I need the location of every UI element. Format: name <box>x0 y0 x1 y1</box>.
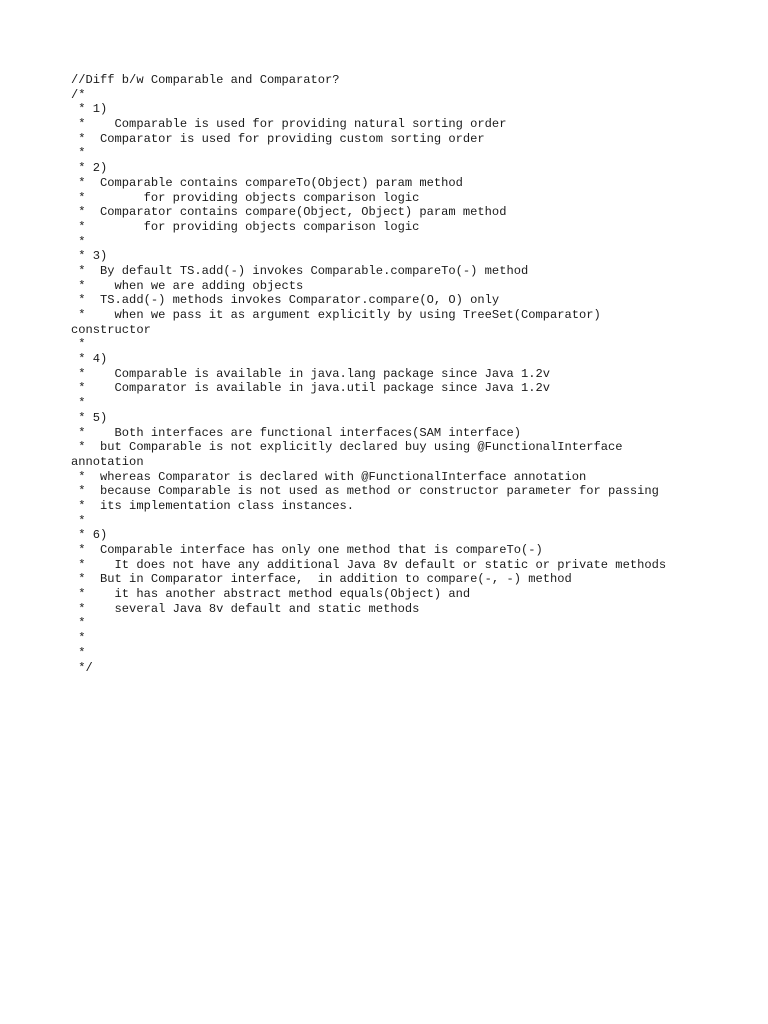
code-line: * when we pass it as argument explicitly by using TreeSet(Comparator) <box>71 308 601 322</box>
code-line: * Comparable is available in java.lang package since Java 1.2v <box>71 366 550 381</box>
code-line: * it has another abstract method equals(Object) and <box>71 587 471 602</box>
code-line: * but Comparable is not explicitly declared buy using @FunctionalInterface <box>71 440 623 455</box>
code-line: * 3) <box>71 249 108 264</box>
code-line: * By default TS.add(-) invokes Comparable.compareTo(-) method <box>71 263 529 278</box>
code-line: * But in Comparator interface, in addition to compare(-, -) method <box>71 572 572 587</box>
code-line: /* <box>71 87 86 102</box>
code-line: * for providing objects comparison logic <box>71 219 420 234</box>
code-line: * <box>71 396 86 411</box>
code-line: * 6) <box>71 528 108 543</box>
code-line: * for providing objects comparison logic <box>71 190 420 205</box>
code-line: * 5) <box>71 410 108 425</box>
code-line: * <box>71 616 86 631</box>
code-line: * whereas Comparator is declared with @FunctionalInterface annotation <box>71 469 587 484</box>
code-line: * Comparable contains compareTo(Object) param method <box>71 175 463 190</box>
code-line: * 2) <box>71 161 108 176</box>
code-line: * Comparator is used for providing custom sorting order <box>71 131 485 146</box>
code-line: * because Comparable is not used as method or constructor parameter for passing <box>71 484 659 499</box>
code-line: * It does not have any additional Java 8v default or static or private methods <box>71 557 667 572</box>
code-line: * <box>71 234 86 249</box>
code-line: * 1) <box>71 102 108 117</box>
code-line: constructor <box>71 322 151 337</box>
code-line: * Comparable is used for providing natural sorting order <box>71 117 507 132</box>
code-line: annotation <box>71 454 144 469</box>
code-line: * when we are adding objects <box>71 278 304 293</box>
code-line: * Comparator contains compare(Object, Object) param method <box>71 205 507 220</box>
code-line: * <box>71 513 86 528</box>
code-line: * Comparator is available in java.util package since Java 1.2v <box>71 381 550 396</box>
code-line: * <box>71 337 86 352</box>
code-line: * TS.add(-) methods invokes Comparator.compare(O, O) only <box>71 293 500 308</box>
code-comment-block <box>71 73 751 675</box>
code-line: * 4) <box>71 352 108 367</box>
code-line: * <box>71 631 86 646</box>
code-line: * its implementation class instances. <box>71 498 355 513</box>
code-line: */ <box>71 660 93 675</box>
code-line: * Both interfaces are functional interfaces(SAM interface) <box>71 425 521 440</box>
code-line: * <box>71 146 86 161</box>
code-line: //Diff b/w Comparable and Comparator? <box>71 73 340 87</box>
code-line: * Comparable interface has only one method that is compareTo(-) <box>71 543 543 557</box>
code-line: * <box>71 645 86 660</box>
code-line: * several Java 8v default and static methods <box>71 601 420 616</box>
